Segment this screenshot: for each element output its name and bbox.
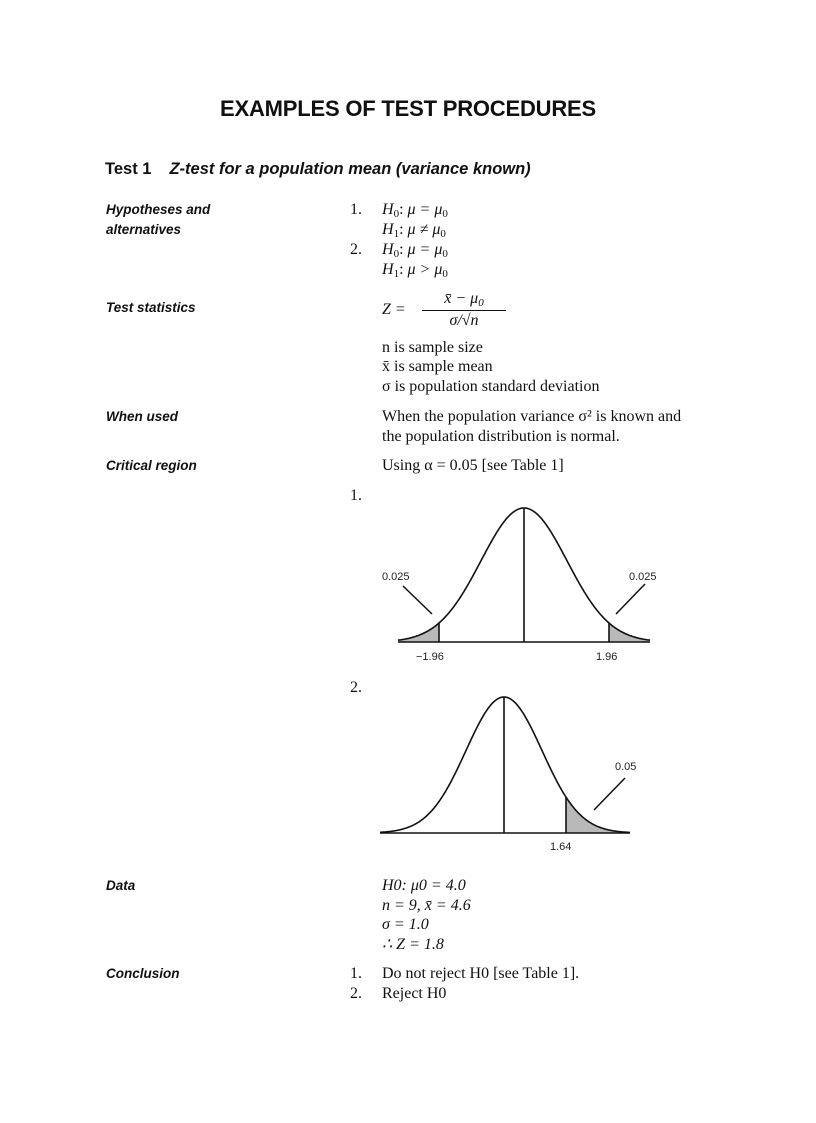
left-tail-shade: [398, 623, 439, 642]
label-hypotheses: Hypotheses and alternatives: [106, 202, 211, 237]
z-numerator: x̄ − $\mu_0$: [444, 290, 484, 309]
conclusion-2-number: 2.: [350, 985, 362, 1002]
z-lhs: Z =: [382, 301, 406, 318]
left-critical-label: −1.96: [416, 651, 444, 663]
figure-1-number: 1.: [350, 487, 362, 504]
conclusion-1-number: 1.: [350, 965, 362, 982]
left-tail-pointer: [403, 586, 432, 614]
data-line-2: n = 9, x̄ = 4.6: [382, 897, 471, 914]
right-critical-label: 1.96: [596, 651, 618, 663]
note-sigma: σ is population standard deviation: [382, 378, 600, 395]
hypothesis-1-null: $H_0$: $\mu = \mu_0$: [382, 201, 448, 220]
data-line-3: σ = 1.0: [382, 916, 429, 933]
normal-curve: [398, 508, 650, 640]
label-critical-region: Critical region: [106, 458, 197, 473]
test-heading: [105, 160, 531, 179]
test-number: Test 1: [105, 160, 152, 178]
fraction-bar: [422, 310, 506, 311]
conclusion-2-text: Reject H0: [382, 985, 447, 1002]
label-test-statistics: Test statistics: [106, 300, 196, 315]
right-critical-label: 1.64: [550, 841, 572, 853]
label-data: Data: [106, 878, 136, 893]
right-tail-shade: [609, 623, 650, 642]
label-conclusion: Conclusion: [106, 966, 180, 981]
right-tail-label: 0.05: [615, 761, 637, 773]
note-xbar: x̄ is sample mean: [382, 358, 493, 375]
z-denominator: σ/√n: [449, 312, 479, 329]
critical-intro: Using α = 0.05 [see Table 1]: [382, 457, 564, 474]
right-tail-label: 0.025: [629, 571, 657, 583]
figure-2-number: 2.: [350, 679, 362, 696]
conclusion-1-text: Do not reject H0 [see Table 1].: [382, 965, 580, 982]
when-used-line1: When the population variance σ² is known and: [382, 408, 682, 425]
left-tail-label: 0.025: [382, 571, 410, 583]
hypothesis-2-alt: $H_1$: $\mu > \mu_0$: [382, 261, 448, 280]
right-tail-pointer: [594, 778, 625, 810]
data-line-1: H0: μ0 = 4.0: [382, 877, 466, 894]
test-name: Z-test for a population mean (variance known): [169, 160, 531, 178]
data-line-4: ∴ Z = 1.8: [382, 936, 444, 953]
note-n: n is sample size: [382, 339, 483, 356]
label-when-used: When used: [106, 409, 179, 424]
hypothesis-2-number: 2.: [350, 241, 362, 258]
right-tail-shade: [566, 797, 630, 833]
normal-curve: [380, 697, 630, 832]
right-tail-pointer: [616, 584, 645, 614]
hypothesis-2-null: $H_0$: $\mu = \mu_0$: [382, 241, 448, 260]
hypothesis-1-alt: $H_1$: $\mu \ne \mu_0$: [382, 221, 446, 240]
when-used-line2: the population distribution is normal.: [382, 428, 620, 445]
hypothesis-1-number: 1.: [350, 201, 362, 218]
page-title: EXAMPLES OF TEST PROCEDURES: [220, 96, 596, 121]
